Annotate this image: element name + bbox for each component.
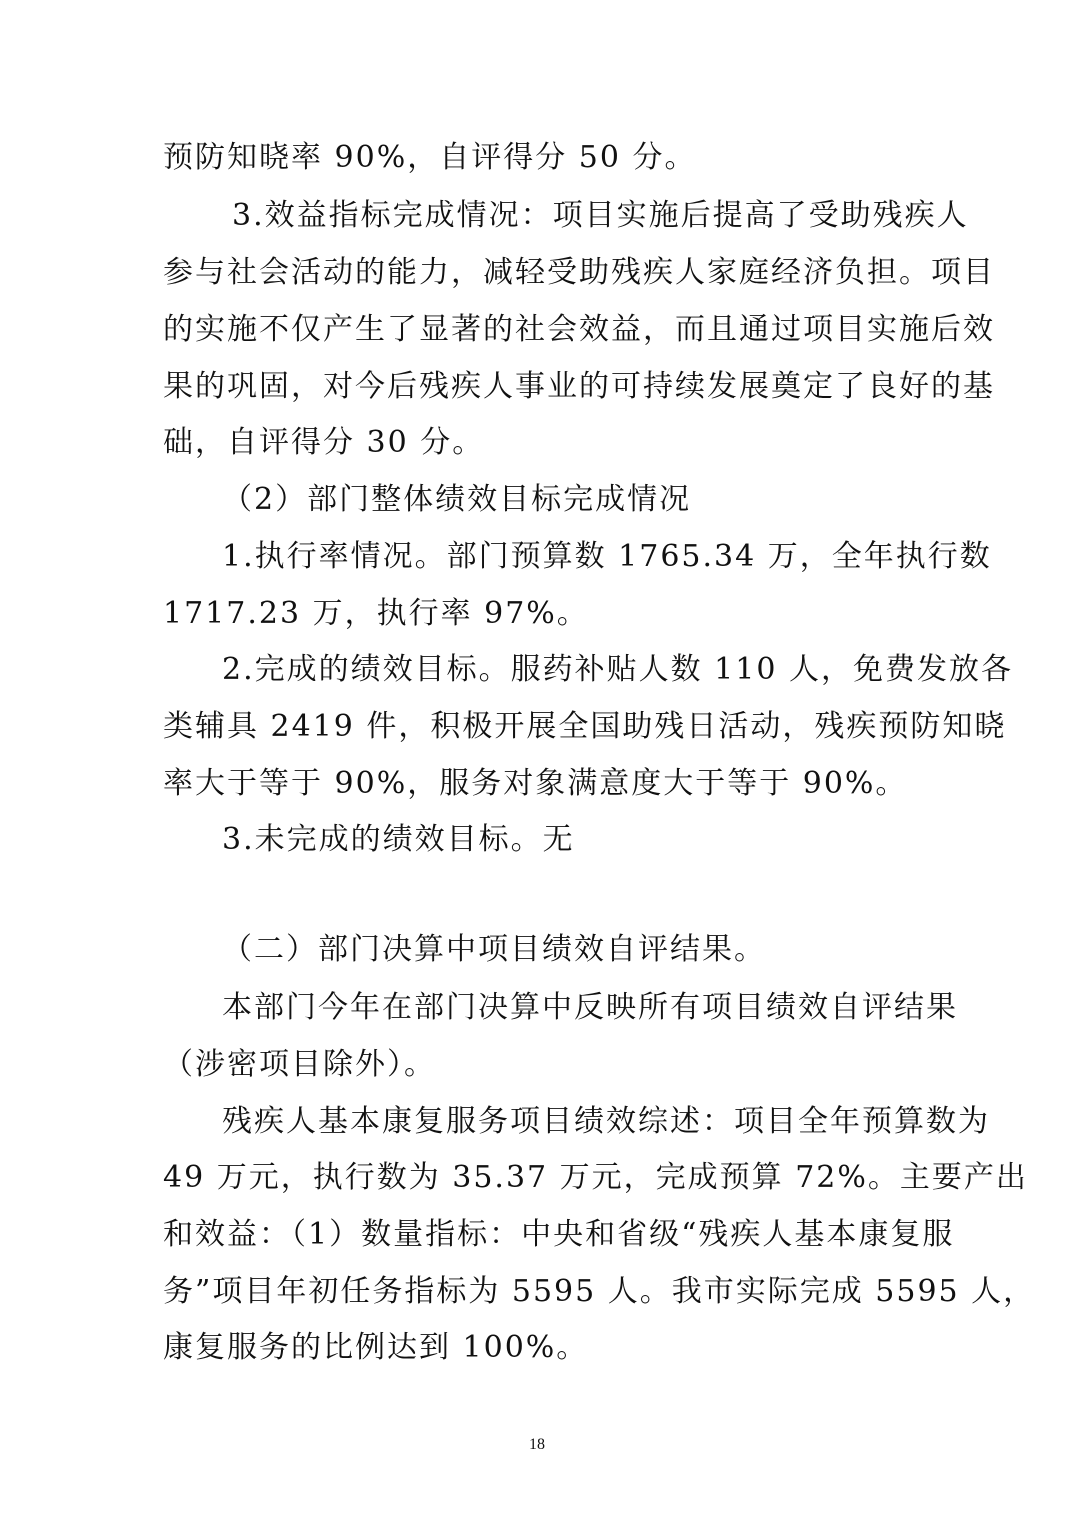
text-line: 康复服务的比例达到 100%。 bbox=[163, 1330, 589, 1365]
project-title: 残疾人基本康复服务项目绩效综述： bbox=[222, 1104, 734, 1139]
project-summary-start: 项目全年预算数为 bbox=[734, 1104, 990, 1139]
text-line: 的实施不仅产生了显著的社会效益，而且通过项目实施后效 bbox=[163, 312, 995, 347]
text-line: 率大于等于 90%，服务对象满意度大于等于 90%。 bbox=[163, 766, 908, 801]
text-line: 3.未完成的绩效目标。无 bbox=[222, 822, 575, 857]
text-line: （涉密项目除外）。 bbox=[163, 1047, 436, 1082]
section-heading: （2）部门整体绩效目标完成情况 bbox=[222, 482, 692, 517]
text-line: 49 万元，执行数为 35.37 万元，完成预算 72%。主要产出 bbox=[163, 1160, 1028, 1195]
text-line: 1.执行率情况。部门预算数 1765.34 万，全年执行数 bbox=[222, 539, 992, 574]
section-heading: （二）部门决算中项目绩效自评结果。 bbox=[222, 932, 766, 967]
text-line: 3.效益指标完成情况：项目实施后提高了受助残疾人 bbox=[232, 198, 969, 233]
text-line bbox=[222, 1102, 990, 1142]
text-line: 预防知晓率 90%，自评得分 50 分。 bbox=[163, 140, 697, 175]
text-line: 类辅具 2419 件，积极开展全国助残日活动，残疾预防知晓 bbox=[163, 709, 1007, 744]
text-line: 2.完成的绩效目标。服药补贴人数 110 人，免费发放各 bbox=[222, 652, 1013, 687]
text-line: 和效益：（1）数量指标：中央和省级“残疾人基本康复服 bbox=[163, 1217, 955, 1252]
page-number: 18 bbox=[529, 1436, 545, 1453]
text-line: 参与社会活动的能力，减轻受助残疾人家庭经济负担。项目 bbox=[163, 255, 995, 290]
text-line: 本部门今年在部门决算中反映所有项目绩效自评结果 bbox=[222, 990, 958, 1025]
text-line: 务”项目年初任务指标为 5595 人。我市实际完成 5595 人， bbox=[163, 1274, 1036, 1309]
text-line: 果的巩固，对今后残疾人事业的可持续发展奠定了良好的基 bbox=[163, 369, 995, 404]
text-line: 1717.23 万，执行率 97%。 bbox=[163, 596, 589, 631]
text-line: 础，自评得分 30 分。 bbox=[163, 425, 485, 460]
